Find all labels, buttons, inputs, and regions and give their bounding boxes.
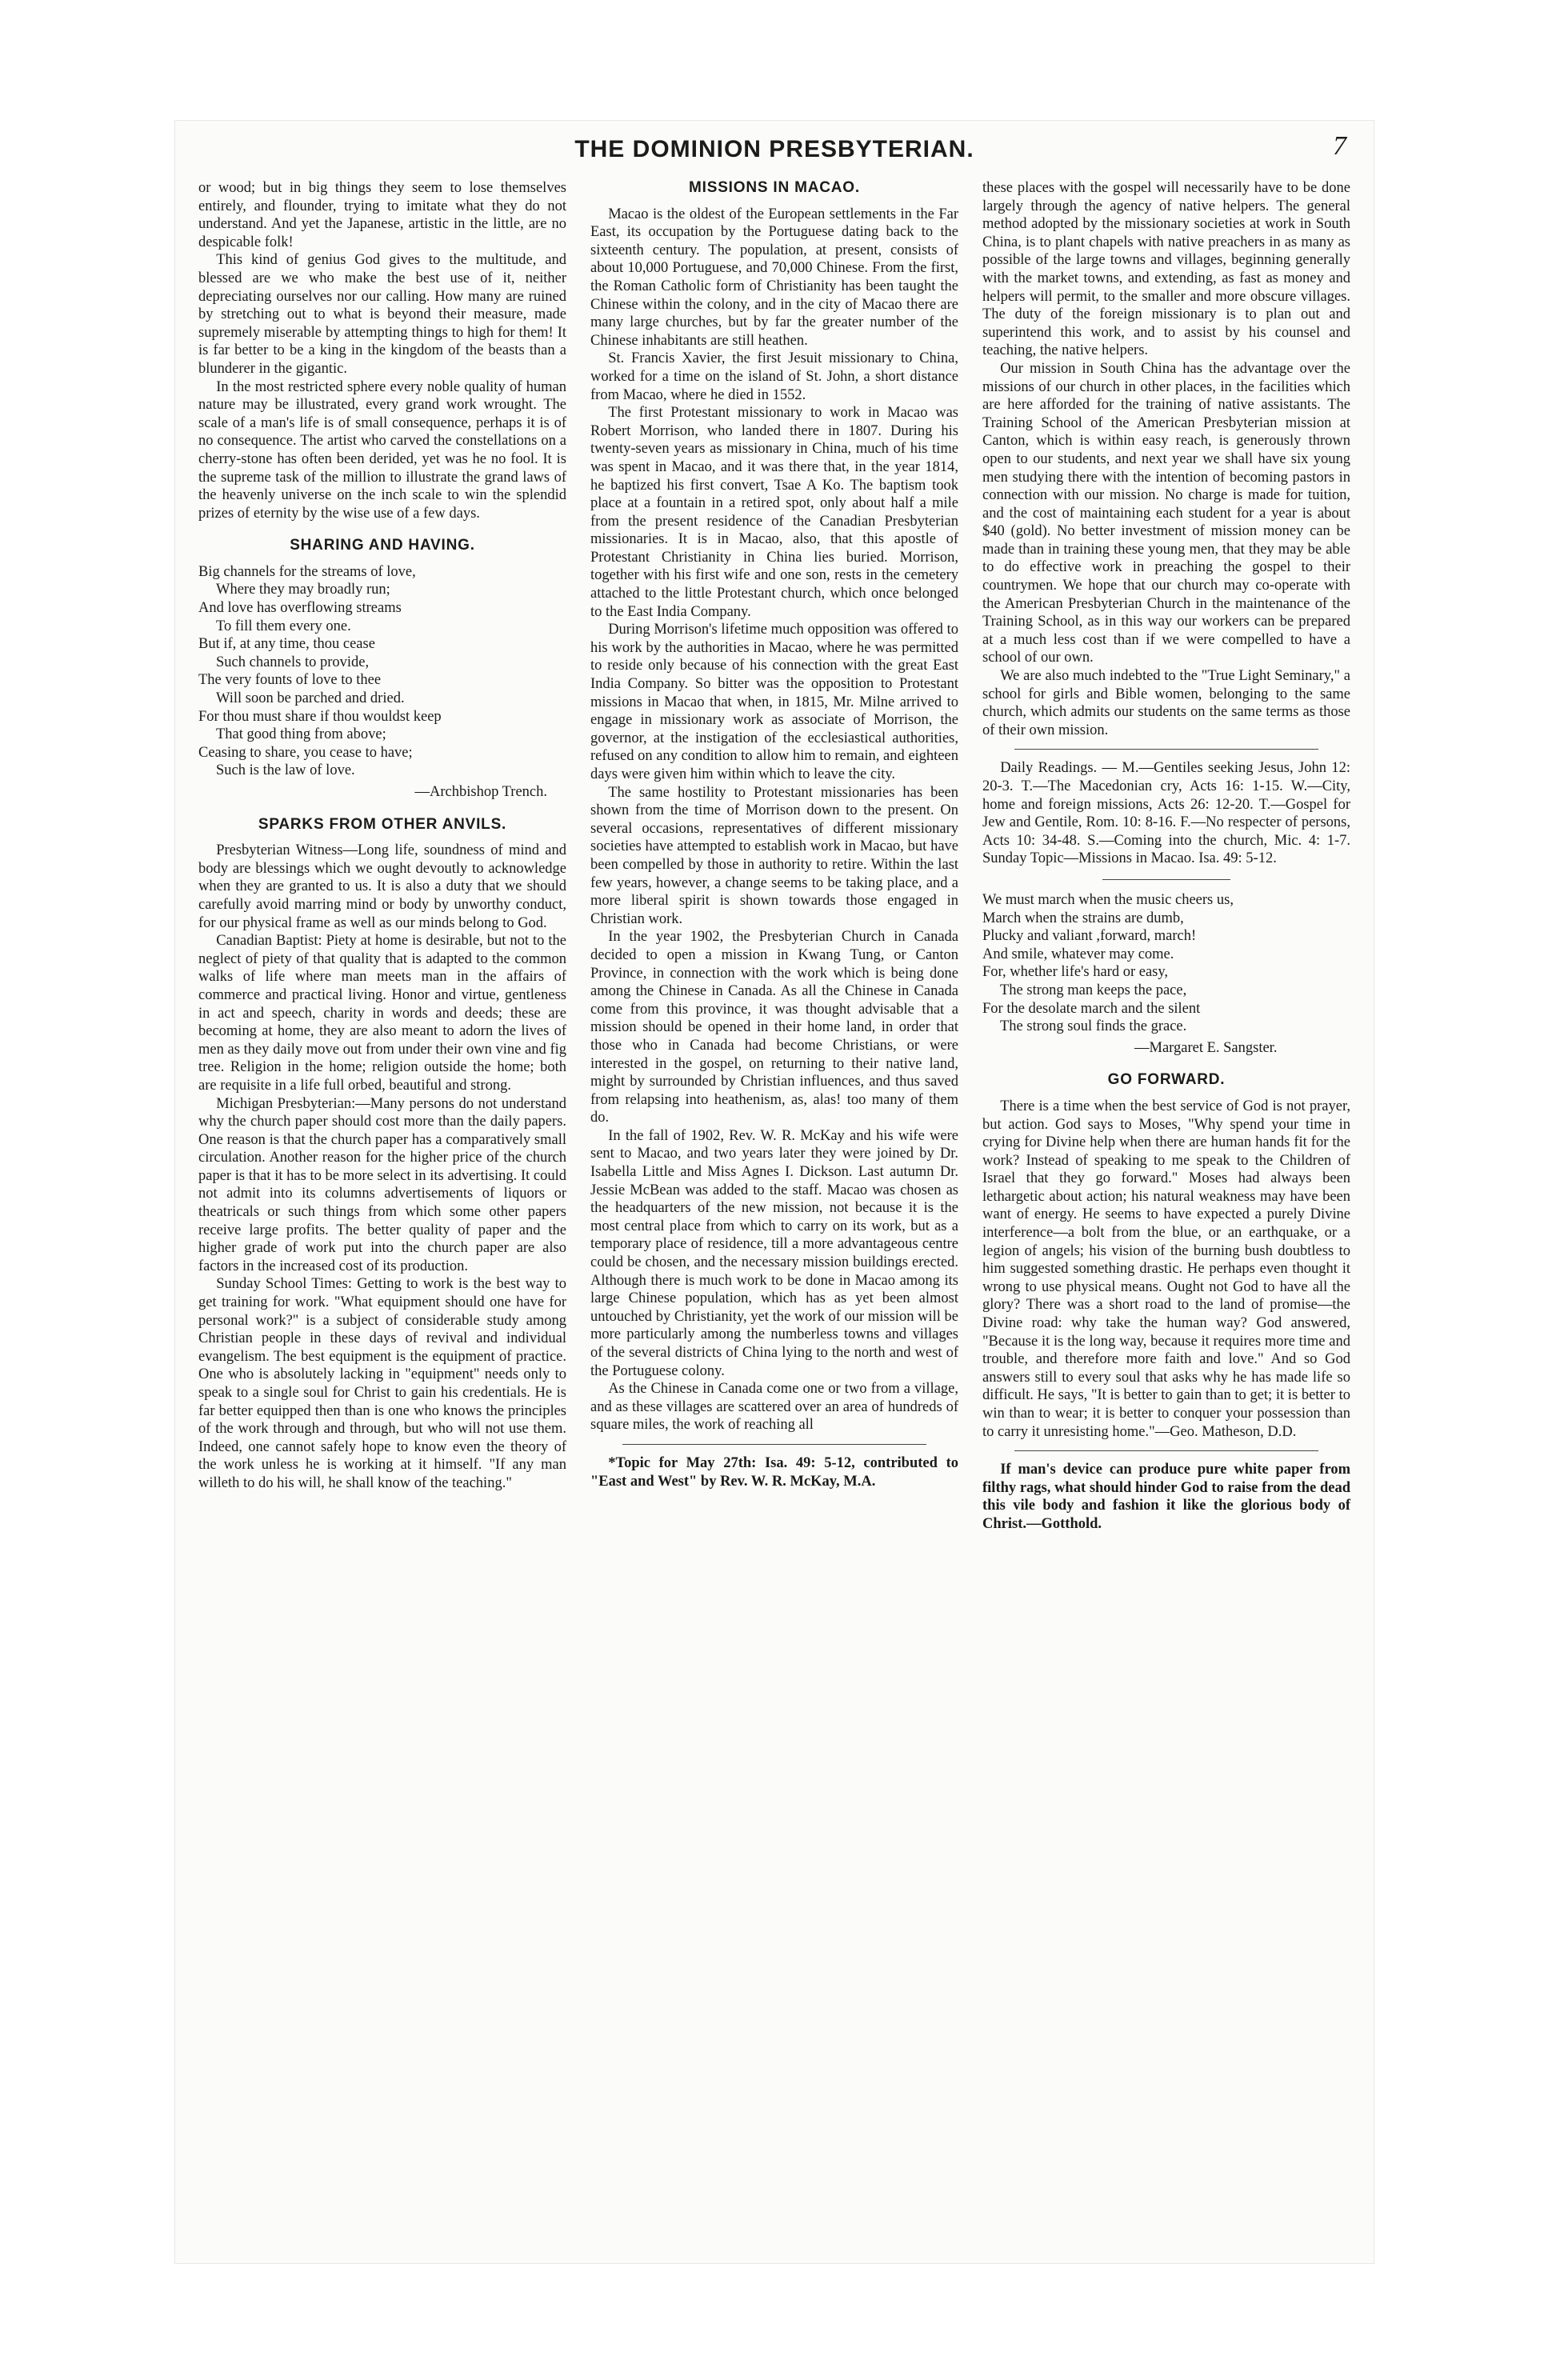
article-paragraph: We are also much indebted to the "True Light Seminary," a school for girls and Bible women, belonging to the same church, which admits our students on the same terms as those of their own mission.	[982, 668, 1350, 738]
poem-line: Ceasing to share, you cease to have;	[198, 744, 413, 761]
heading-go-forward: GO FORWARD.	[1107, 1071, 1226, 1089]
article-paragraph: This kind of genius God gives to the multitude, and blessed are we who make the best use of it, neither depreciating ourselves nor our calling. How many are ruined by stretching out to what is beyond their measure, made supremely miserable by attempting things to high for them! It is far better to be a king in the kingdom of the beasts than a blunderer in the gigantic.	[198, 252, 566, 377]
poem-line: Big channels for the streams of love,	[198, 563, 416, 580]
article-paragraph: In the year 1902, the Presbyterian Church in Canada decided to open a mission in Kwang Tung, or Canton Province, in connection with the work which is being done among the Chinese in Canada. As all the Chinese in Canada come from this province, it was thought advisable that a mission should be opened in their home land, in order that those who in Canada had become Christians, or were interested in the gospel, on returning to their native land, might by surrounded by Christian influences, and thus saved from relapsing into heathenism, as, alas! too many of them do.	[590, 929, 958, 1126]
article-paragraph: St. Francis Xavier, the first Jesuit missionary to China, worked for a time on the island of St. John, a short distance from Macao, where he died in 1552.	[590, 350, 958, 403]
divider	[1102, 879, 1230, 880]
excerpt-michigan-presbyterian: Michigan Presbyterian:—Many persons do not understand why the church paper should cost more than the daily papers. One reason is that the church paper has a comparatively small circulation. Another reason for the higher price of the church paper is that it has to be more select in its advertising. It could not admit into its columns advertisements of liquors or theatricals or such things from which some other papers receive large profits. The better quality of paper and the higher grade of work put into the church paper are also factors in the increased cost of its production.	[198, 1095, 566, 1274]
poem-line: For thou must share if thou wouldst keep	[198, 708, 442, 725]
article-paragraph: There is a time when the best service of God is not prayer, but action. God says to Moses, "Why spend your time in crying for Divine help when there are human hands fit for the work? Instead of speaking to me speak to the Children of Israel that they go forward." Moses had always been lethargetic about action; his natural weakness may have been want of energy. He seems to have expected a purely Divine interference—a bolt from the blue, or an earthquake, or a legion of angels; his vision of the burning bush doubtless to him suggested something drastic. He perhaps even thought it wrong to use physical means. Ought not God to have all the glory? There was a short road to the land of promise—the Divine road: why take the human way? God answered, "Because it is the long way, because it requires more time and trouble, and therefore more faith and love." And so God answers still to every soul that asks why he has made life so difficult. He says, "It is better to gain than to get; it is better to win than to wear; it is better to conquer your possession than to carry it unresisting home."—Geo. Matheson, D.D.	[982, 1098, 1350, 1440]
poem-line: March when the strains are dumb,	[982, 910, 1184, 926]
masthead-title: THE DOMINION PRESBYTERIAN.	[574, 136, 974, 162]
article-paragraph: Macao is the oldest of the European settlements in the Far East, its occupation by the Portuguese dating back to the sixteenth century. The population, at present, consists of about 10,000 Portuguese, and 70,000 Chinese. From the first, the Roman Catholic form of Christianity has been taught the Chinese within the colony, and in the city of Macao there are many large churches, but by far the greater number of the Chinese inhabitants are still heathen.	[590, 206, 958, 349]
excerpt-sunday-school-times: Sunday School Times: Getting to work is the best way to get training for work. "What equipment should one have for personal work?" is a subject of considerable study among Christian people in these days of revival and individual evangelism. The best equipment is the equipment of practice. One who is absolutely lacking in "equipment" needs only to speak to a single soul for Christ to gain his credentials. He is far better equipped then than is one who knows the principles of the work through and through, but who will not use them. Indeed, one cannot safely hope to know even the theory of the work unless he is working at it himself. "If any man willeth to do his will, he shall know of the teaching."	[198, 1276, 566, 1491]
poem-line: The strong soul finds the grace.	[1000, 1018, 1187, 1035]
poem-line: That good thing from above;	[216, 726, 386, 743]
footnote-topic: *Topic for May 27th: Isa. 49: 5-12, contributed to "East and West" by Rev. W. R. McKay, M.A.	[590, 1454, 958, 1490]
article-paragraph: In the most restricted sphere every noble quality of human nature may be illustrated, every grand work wrought. The scale of a man's life is of small consequence, perhaps it is of no consequence. The artist who carved the constellations on a cherry-stone has often been derided, yet was he no fool. It is the supreme task of the million to illustrate the grand laws of the heavenly universe on the inch scale to win the splendid prizes of eternity by the wise use of a few days.	[198, 378, 566, 522]
poem-sharing	[198, 563, 566, 780]
poem-line: Such channels to provide,	[216, 654, 370, 670]
column-3	[982, 179, 1350, 1534]
poem-line: And love has overflowing streams	[198, 600, 402, 617]
poem-line: Plucky and valiant ,forward, march!	[982, 928, 1197, 945]
poem-line: And smile, whatever may come.	[982, 946, 1174, 962]
poem-line: The very founts of love to thee	[198, 672, 382, 689]
column-2	[590, 179, 958, 1490]
article-paragraph: In the fall of 1902, Rev. W. R. McKay and his wife were sent to Macao, and two years later they were joined by Dr. Isabella Little and Miss Agnes I. Dickson. Last autumn Dr. Jessie McBean was added to the staff. Macao was chosen as the headquarters of the new mission, not because it is the most central place from which to carry on its work, but as a temporary place of residence, till a more advantageous centre could be chosen, and the necessary mission buildings erected. Although there is much work to be done in Macao among its large Chinese population, which has as yet been almost untouched by Christianity, yet the work of our mission will be more particularly among the numberless towns and villages of the several districts of China lying to the north and west of the Portuguese colony.	[590, 1127, 958, 1379]
poem-attribution: —Margaret E. Sangster.	[1134, 1039, 1278, 1056]
poem-line: The strong man keeps the pace,	[1000, 982, 1187, 998]
poem-line: Will soon be parched and dried.	[216, 690, 405, 707]
poem-line: Such is the law of love.	[216, 762, 355, 779]
divider	[1014, 1450, 1318, 1451]
heading-missions-in-macao: MISSIONS IN MACAO.	[689, 179, 860, 196]
article-paragraph: Our mission in South China has the advantage over the missions of our church in other places, in the facilities which are here afforded for the training of native assistants. The Training School of the American Presbyterian mission at Canton, which is within easy reach, is generously thrown open to our students, and next year we shall have six young men studying there with the intention of becoming pastors in connection with our mission. No charge is made for tuition, and the cost of maintaining each student for a year is about $40 (gold). No better investment of mission money can be made than in training these young men, that they may be able to do effective work in preaching the gospel to their countrymen. We hope that our church may co-operate with the American Presbyterian Church in the maintenance of the Training School, as in this way our workers can be prepared at a much less cost than if we were compelled to have a school of our own.	[982, 360, 1350, 666]
poem-line: We must march when the music cheers us,	[982, 891, 1234, 908]
poem-attribution: —Archbishop Trench.	[414, 784, 547, 800]
excerpt-presbyterian-witness: Presbyterian Witness—Long life, soundness of mind and body are blessings which we ought devoutly to acknowledge when they are granted to us. It is also a duty that we should carefully avoid marring mind or body by unworthy conduct, for our physical frame as well as our minds belong to God.	[198, 842, 566, 931]
page-number: 7	[1333, 131, 1346, 161]
closing-quote: If man's device can produce pure white paper from filthy rags, what should hinder God to raise from the dead this vile body and fashion it like the glorious body of Christ.—Gotthold.	[982, 1462, 1350, 1532]
article-paragraph: During Morrison's lifetime much opposition was offered to his work by the authorities in Macao, where he was permitted to reside only because of his connection with the great East India Company. So bitter was the opposition to Protestant missions in Macao that when, in 1815, Mr. Milne arrived to engage in missionary work as associate of Morrison, the governor, at the instigation of the ecclesiastical authorities, refused on any condition to allow him to remain, and eighteen days were given him within which to leave the city.	[590, 622, 958, 782]
newspaper-page	[174, 120, 1374, 2264]
heading-sparks-from-other-anvils: SPARKS FROM OTHER ANVILS.	[258, 815, 507, 833]
daily-readings: Daily Readings. — M.—Gentiles seeking Jesus, John 12: 20-3. T.—The Macedonian cry, Acts 16: 1-15. W.—City, home and foreign missions, Acts 26: 12-20. T.—Gospel for Jew and Gentile, Rom. 10: 8-16. F.—No respecter of persons, Acts 10: 34-48. S.—Coming into the church, Mic. 4: 1-7. Sunday Topic—Missions in Macao. Isa. 49: 5-12.	[982, 760, 1350, 867]
divider	[1014, 749, 1318, 750]
poem-line: To fill them every one.	[216, 618, 351, 634]
poem-line: Where they may broadly run;	[216, 582, 390, 598]
poem-line: For the desolate march and the silent	[982, 1000, 1201, 1017]
poem-line: But if, at any time, thou cease	[198, 636, 375, 653]
article-paragraph: The first Protestant missionary to work in Macao was Robert Morrison, who landed there in 1807. During his twenty-seven years as missionary in China, much of his time was spent in Macao, and it was there that, in the year 1814, he baptized his first convert, Tsae A Ko. The baptism took place at a fountain in a retired spot, only about half a mile from the present residence of the Canadian Presbyterian missionaries. It is in Macao, also, that this apostle of Protestant Christianity in China lies buried. Morrison, together with his first wife and one son, rests in the cemetery attached to the little Protestant church, which once belonged to the East India Company.	[590, 405, 958, 620]
article-paragraph: or wood; but in big things they seem to lose themselves entirely, and flounder, trying to imitate what they do not understand. And yet the Japanese, artistic in the little, are no despicable folk!	[198, 180, 566, 250]
heading-sharing-and-having: SHARING AND HAVING.	[290, 537, 475, 554]
poem-line: For, whether life's hard or easy,	[982, 964, 1169, 981]
excerpt-canadian-baptist: Canadian Baptist: Piety at home is desirable, but not to the neglect of piety of that quality that is adapted to the common walks of life where man meets man in the affairs of commerce and practical living. Honor and virtue, gentleness in act and speech, charity in words and deeds; these are becoming at home, they are also meant to adorn the lives of men as they daily move out from under their own vine and fig tree. Religion in the home; religion outside the home; both are requisite in a life full orbed, beautiful and strong.	[198, 933, 566, 1094]
article-paragraph: these places with the gospel will necessarily have to be done largely through the agency of native helpers. The general method adopted by the missionary societies at work in South China, is to plant chapels with native preachers in as many as possible of the large towns and villages, beginning generally with the market towns, and extending, as fast as money and helpers will permit, to the smaller and more obscure villages. The duty of the foreign missionary is to plan out and superintend this work, and to assist by his counsel and teaching, the native helpers.	[982, 180, 1350, 359]
article-paragraph: As the Chinese in Canada come one or two from a village, and as these villages are scattered over an area of hundreds of square miles, the work of reaching all	[590, 1381, 958, 1434]
column-1	[198, 179, 566, 1493]
poem-march	[982, 891, 1350, 1036]
divider	[622, 1444, 926, 1445]
article-paragraph: The same hostility to Protestant missionaries has been shown from the time of Morrison down to the present. On several occasions, representatives of different missionary societies have attempted to establish work in Macao, but have been compelled by those in authority to retire. Within the last few years, however, a change seems to be taking place, and a more liberal spirit is shown towards those engaged in Christian work.	[590, 784, 958, 927]
